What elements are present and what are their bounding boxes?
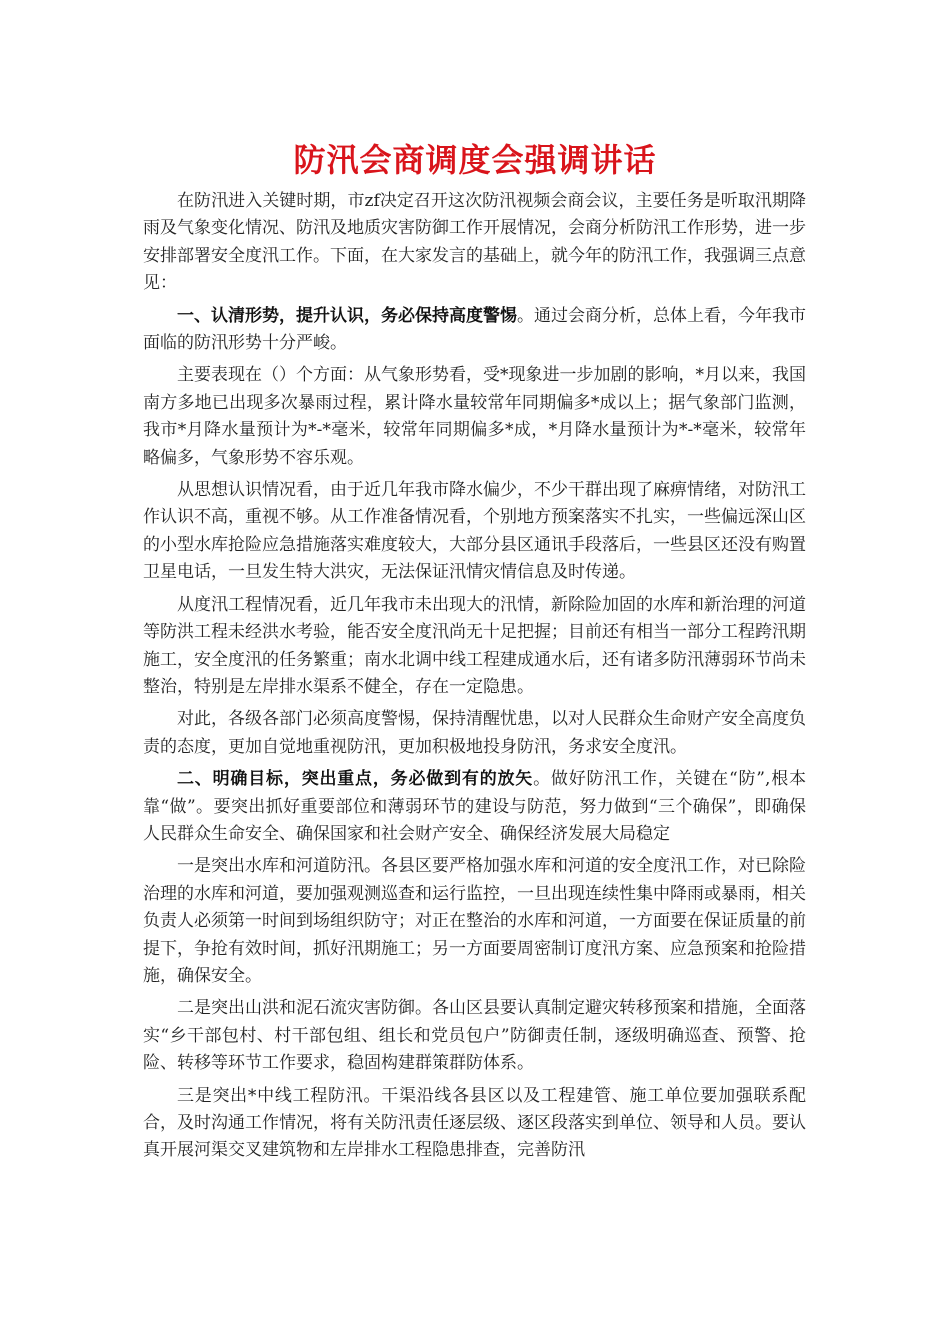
paragraph-text: 三是突出*中线工程防汛。干渠沿线各县区以及工程建管、施工单位要加强联系配合，及时沟通工作情况，将有关防汛责任逐层级、逐区段落实到单位、领导和人员。要认真开展河渠交叉建筑物和左岸排水工程隐患排查，完善防汛 [143,1085,806,1161]
paragraph-engineering [143,592,806,702]
paragraph-text: 在防汛进入关键时期，市zf决定召开这次防汛视频会商会议，主要任务是听取汛期降雨及气象变化情况、防汛及地质灾害防御工作开展情况，会商分析防汛工作形势，进一步安排部署安全度汛工作。下面，在大家发言的基础上，就今年的防汛工作，我强调三点意见： [143,191,806,294]
paragraph-text: 主要表现在（）个方面：从气象形势看，受*现象进一步加剧的影响，*月以来，我国南方多地已出现多次暴雨过程，累计降水量较常年同期偏多*成以上；据气象部门监测，我市*月降水量预计为*-*毫米，较常年同期偏多*成，*月降水量预计为*-*毫米，较常年略偏多，气象形势不容乐观。 [143,365,806,468]
paragraph-intro [143,188,806,298]
paragraph-mountain-flood [143,995,806,1077]
paragraph-section-1 [143,303,806,358]
paragraph-section-2 [143,766,806,848]
paragraph-central-route [143,1083,806,1165]
paragraph-text: 。做好防汛工作，关键在“防”,根本靠“做”。要突出抓好重要部位和薄弱环节的建设与防范，努力做到“三个确保”，即确保人民群众生命安全、确保国家和社会财产安全、确保经济发展大局稳定 [143,769,806,844]
section-heading: 二、明确目标，突出重点，务必做到有的放矢 [177,769,534,790]
paragraph-alertness [143,706,806,761]
document-title: 防汛会商调度会强调讲话 [293,141,657,179]
paragraph-text: 从思想认识情况看，由于近几年我市降水偏少，不少干群出现了麻痹情绪，对防汛工作认识不高，重视不够。从工作准备情况看，个别地方预案落实不扎实，一些偏远深山区的小型水库抢险应急措施落实难度较大，大部分县区通讯手段落后，一些县区还没有购置卫星电话，一旦发生特大洪灾，无法保证汛情灾情信息及时传递。 [143,480,806,583]
document-body [143,188,806,1170]
paragraph-text: 一是突出水库和河道防汛。各县区要严格加强水库和河道的安全度汛工作，对已除险治理的水库和河道，要加强观测巡查和运行监控，一旦出现连续性集中降雨或暴雨，相关负责人必须第一时间到场组织防守；对正在整治的水库和河道，一方面要在保证质量的前提下，争抢有效时间，抓好汛期施工；另一方面要周密制订度汛方案、应急预案和抢险措施，确保安全。 [143,856,806,986]
paragraph-weather [143,362,806,472]
paragraph-text: 对此，各级各部门必须高度警惕，保持清醒忧患，以对人民群众生命财产安全高度负责的态度，更加自觉地重视防汛，更加积极地投身防汛，务求安全度汛。 [143,709,806,757]
paragraph-text: 。通过会商分析，总体上看，今年我市面临的防汛形势十分严峻。 [143,305,806,354]
paragraph-reservoir [143,853,806,990]
paragraph-text: 从度汛工程情况看，近几年我市未出现大的汛情，新除险加固的水库和新治理的河道等防洪工程未经洪水考验，能否安全度汛尚无十足把握；目前还有相当一部分工程跨汛期施工，安全度汛的任务繁重；南水北调中线工程建成通水后，还有诸多防汛薄弱环节尚未整治，特别是左岸排水渠系不健全，存在一定隐患。 [143,594,806,697]
paragraph-text: 二是突出山洪和泥石流灾害防御。各山区县要认真制定避灾转移预案和措施，全面落实“乡干部包村、村干部包组、组长和党员包户”防御责任制，逐级明确巡查、预警、抢险、转移等环节工作要求，稳固构建群策群防体系。 [143,998,806,1074]
section-heading: 一、认清形势，提升认识，务必保持高度警惕 [177,305,517,326]
paragraph-awareness [143,477,806,587]
